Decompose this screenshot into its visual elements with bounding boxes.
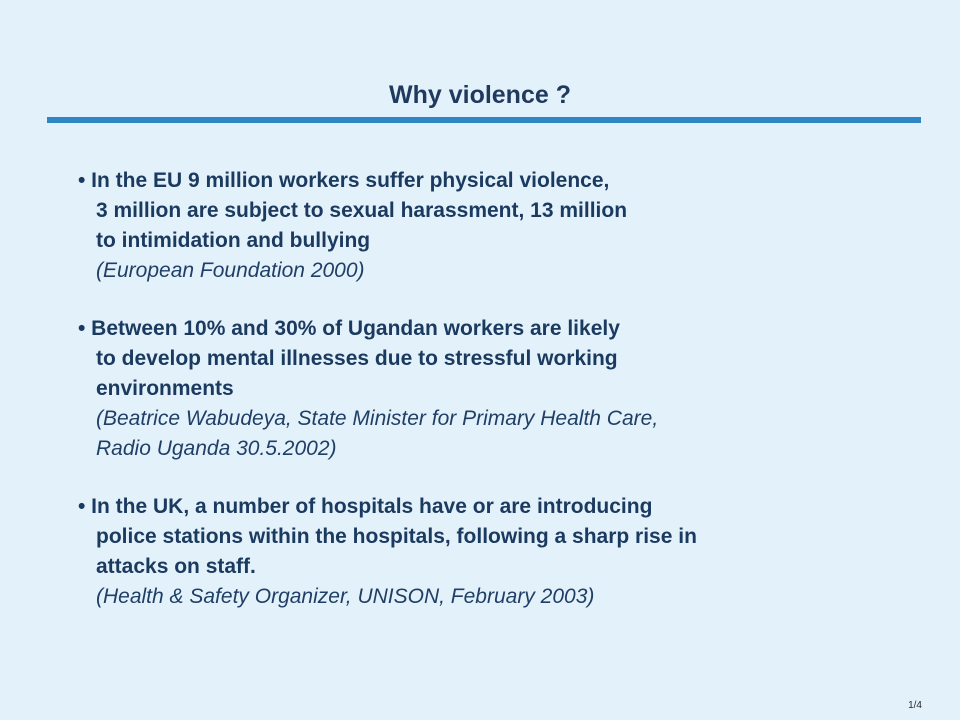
bullet-item-uganda-mental-illness (78, 314, 898, 464)
bullet-text-line: environments (96, 377, 234, 400)
bullet-source: (Beatrice Wabudeya, State Minister for Primary Health Care, (96, 407, 659, 430)
bullet-text-line: • Between 10% and 30% of Ugandan workers are likely (78, 317, 620, 340)
bullet-text-line: attacks on staff. (96, 555, 256, 578)
bullet-text-line: 3 million are subject to sexual harassment, 13 million (96, 199, 628, 222)
bullet-text-line: • In the UK, a number of hospitals have or are introducing (78, 495, 653, 518)
bullet-text-line: to develop mental illnesses due to stressful working (96, 347, 618, 370)
bullet-text-line: to intimidation and bullying (96, 229, 371, 252)
page-title: Why violence ? (389, 81, 571, 109)
title-divider (47, 117, 921, 123)
bullet-source: (Health & Safety Organizer, UNISON, February 2003) (96, 585, 595, 608)
bullet-item-eu-violence (78, 166, 898, 286)
bullet-item-uk-hospitals (78, 492, 898, 612)
bullet-text-line: police stations within the hospitals, following a sharp rise in (96, 525, 697, 548)
page-number: 1/4 (908, 700, 922, 711)
bullet-text-line: • In the EU 9 million workers suffer physical violence, (78, 169, 610, 192)
bullet-source: Radio Uganda 30.5.2002) (96, 437, 337, 460)
bullet-source: (European Foundation 2000) (96, 259, 365, 282)
bullet-list (78, 166, 898, 612)
